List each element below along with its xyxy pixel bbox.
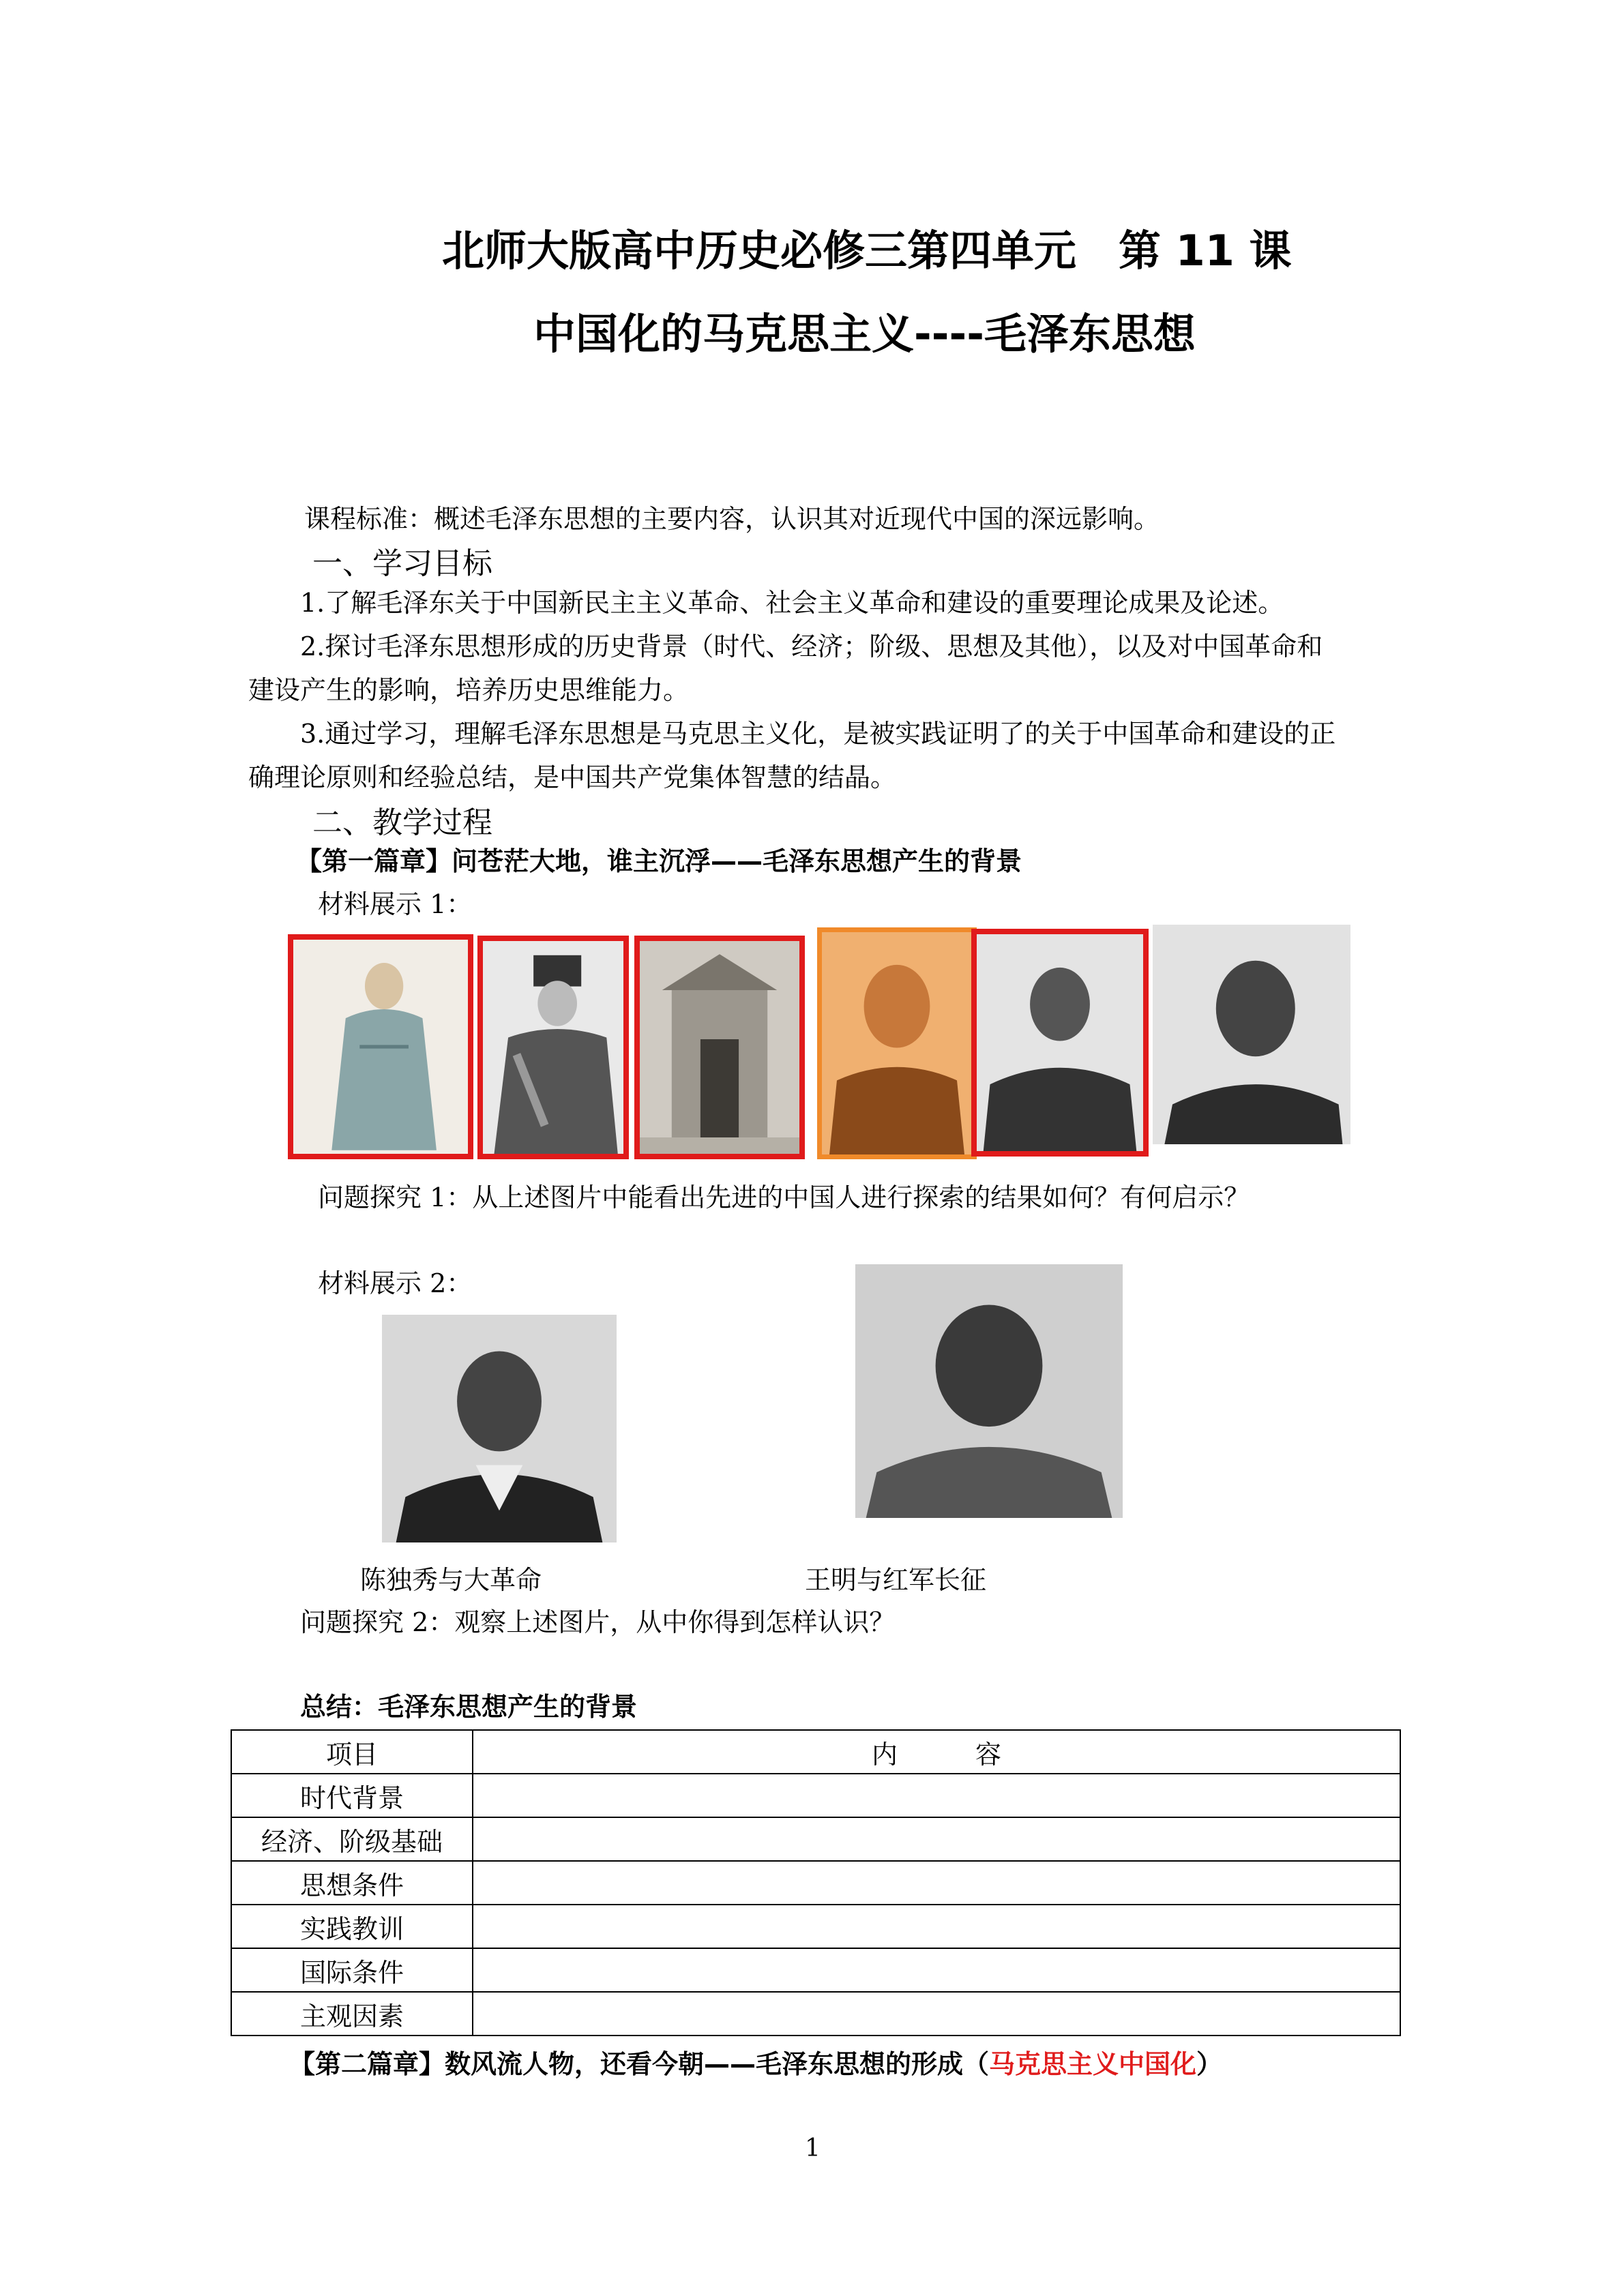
- chapter2-heading: [289, 2043, 1222, 2085]
- row-content-cell[interactable]: [473, 1817, 1400, 1861]
- photo-portrait-3: [817, 927, 977, 1159]
- row-label: 国际条件: [231, 1948, 473, 1992]
- question1: 问题探究 1：从上述图片中能看出先进的中国人进行探索的结果如何？有何启示？: [318, 1182, 1250, 1212]
- table-row: [231, 1992, 1400, 2036]
- chapter2-title: 数风流人物，还看今朝——毛泽东思想的形成（: [445, 2049, 990, 2079]
- row-label: 实践教训: [231, 1905, 473, 1948]
- goal-2-line2: 建设产生的影响，培养历史思维能力。: [248, 675, 690, 705]
- table-row: [231, 1817, 1400, 1861]
- chapter1-heading: [296, 840, 1022, 882]
- material1-label: 材料展示 1：: [318, 889, 473, 919]
- photo-building: [634, 936, 805, 1159]
- table-row: [231, 1948, 1400, 1992]
- row-content-cell[interactable]: [473, 1774, 1400, 1817]
- row-content-cell[interactable]: [473, 1992, 1400, 2036]
- photo-portrait-5: [1153, 925, 1350, 1144]
- section2-heading: 二、教学过程: [312, 805, 492, 840]
- question2: 问题探究 2：观察上述图片，从中你得到怎样认识？: [300, 1607, 896, 1637]
- chapter1-title: 问苍茫大地，谁主沉浮——毛泽东思想产生的背景: [452, 846, 1022, 876]
- table-row: [231, 1861, 1400, 1905]
- goal-2-line1: 2.探讨毛泽东思想形成的历史背景（时代、经济；阶级、思想及其他），以及对中国革命和: [300, 631, 1323, 661]
- goal-3-line1: 3.通过学习，理解毛泽东思想是马克思主义化，是被实践证明了的关于中国革命和建设的正: [300, 719, 1336, 749]
- document-title-line2: 中国化的马克思主义----毛泽东思想: [533, 309, 1196, 359]
- section1-heading: 一、学习目标: [312, 546, 492, 581]
- chapter1-tag: 【第一篇章】: [296, 846, 452, 876]
- row-content-cell[interactable]: [473, 1905, 1400, 1948]
- table-header-item: 项目: [231, 1730, 473, 1774]
- row-label: 时代背景: [231, 1774, 473, 1817]
- row-label: 主观因素: [231, 1992, 473, 2036]
- photo-wang-ming: [855, 1264, 1123, 1518]
- goal-1: 1.了解毛泽东关于中国新民主主义革命、社会主义革命和建设的重要理论成果及论述。: [300, 588, 1284, 618]
- summary-title: 总结：毛泽东思想产生的背景: [300, 1692, 638, 1722]
- chapter2-close: ）: [1196, 2049, 1223, 2079]
- table-header-content: 内 容: [473, 1730, 1400, 1774]
- row-label: 经济、阶级基础: [231, 1817, 473, 1861]
- chapter2-tag: 【第二篇章】: [289, 2049, 445, 2079]
- chapter2-highlight: 马克思主义中国化: [989, 2049, 1197, 2079]
- photo-portrait-2: [477, 936, 629, 1159]
- row-content-cell[interactable]: [473, 1948, 1400, 1992]
- table-row: [231, 1905, 1400, 1948]
- photo-chen-duxiu: [382, 1315, 617, 1542]
- document-title-line1: 北师大版高中历史必修三第四单元 第 11 课: [442, 226, 1292, 275]
- material2-label: 材料展示 2：: [318, 1268, 473, 1298]
- row-content-cell[interactable]: [473, 1861, 1400, 1905]
- background-summary-table: [231, 1729, 1401, 2036]
- page-number: 1: [805, 2134, 821, 2162]
- photo-portrait-1: [288, 934, 473, 1159]
- course-standard: 课程标准：概述毛泽东思想的主要内容，认识其对近现代中国的深远影响。: [304, 504, 1160, 534]
- caption-chen-duxiu: 陈独秀与大革命: [360, 1565, 542, 1595]
- photo-portrait-4: [971, 929, 1149, 1157]
- table-header-row: [231, 1730, 1400, 1774]
- row-label: 思想条件: [231, 1861, 473, 1905]
- table-row: [231, 1774, 1400, 1817]
- goal-3-line2: 确理论原则和经验总结，是中国共产党集体智慧的结晶。: [248, 762, 897, 792]
- caption-wang-ming: 王明与红军长征: [805, 1565, 987, 1595]
